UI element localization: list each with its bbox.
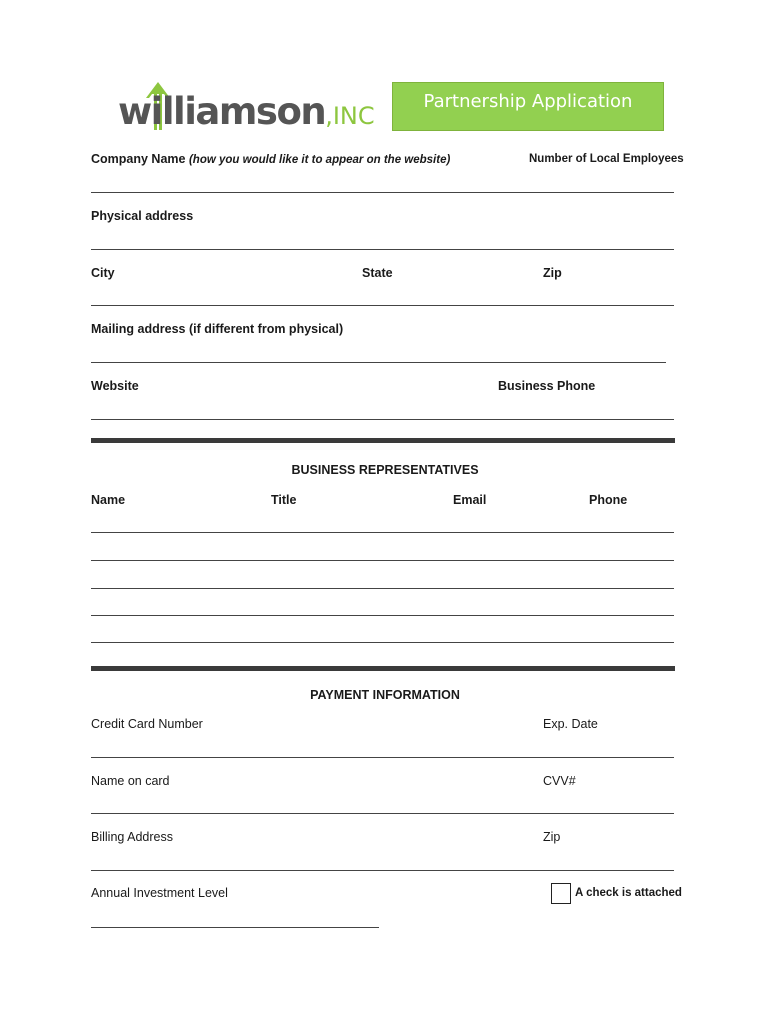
rep-col-email: Email [453,493,487,507]
mailing-address-label: Mailing address (if different from physical) [91,322,344,336]
name-on-card-label: Name on card [91,774,170,788]
exp-date-label: Exp. Date [543,717,598,731]
rep-row-2[interactable] [91,560,674,561]
rep-row-5[interactable] [91,642,674,643]
state-label: State [362,266,393,280]
section-divider [91,666,675,671]
investment-level-label: Annual Investment Level [91,886,228,900]
cvv-label: CVV# [543,774,576,788]
billing-zip-label: Zip [543,830,561,844]
logo-wordmark [118,90,375,138]
rep-row-1[interactable] [91,532,674,533]
title-box [392,82,664,131]
billing-address-label: Billing Address [91,830,173,844]
mailing-address-field[interactable] [91,362,666,363]
rep-col-title: Title [271,493,297,507]
rep-row-4[interactable] [91,615,674,616]
company-name-field[interactable] [91,192,674,193]
billing-address-field[interactable] [91,870,674,871]
website-phone-field[interactable] [91,419,674,420]
check-attached-label: A check is attached [575,887,682,899]
company-name-label: Company Name (how you would like it to appear on the website) [91,152,451,166]
card-number-label: Credit Card Number [91,717,203,731]
rep-row-3[interactable] [91,588,674,589]
name-on-card-field[interactable] [91,813,674,814]
section-divider [91,438,675,443]
employees-label: Number of Local Employees [529,153,684,165]
physical-address-field[interactable] [91,249,674,250]
logo-suffix-text: ,INC [325,102,375,130]
logo-main-text: williamson [118,90,326,133]
rep-col-name: Name [91,493,126,507]
card-number-field[interactable] [91,757,674,758]
business-phone-label: Business Phone [498,379,596,393]
zip-label: Zip [543,266,562,280]
website-label: Website [91,379,139,393]
form-title: Partnership Application [423,91,633,112]
rep-col-phone: Phone [589,493,628,507]
payment-heading: PAYMENT INFORMATION [310,688,460,702]
representatives-heading: BUSINESS REPRESENTATIVES [291,463,479,477]
investment-level-field[interactable] [91,927,379,928]
check-attached-checkbox[interactable] [551,883,571,904]
company-name-hint: (how you would like it to appear on the website) [188,154,451,166]
city-state-zip-field[interactable] [91,305,674,306]
city-label: City [91,266,115,280]
physical-address-label: Physical address [91,209,194,223]
